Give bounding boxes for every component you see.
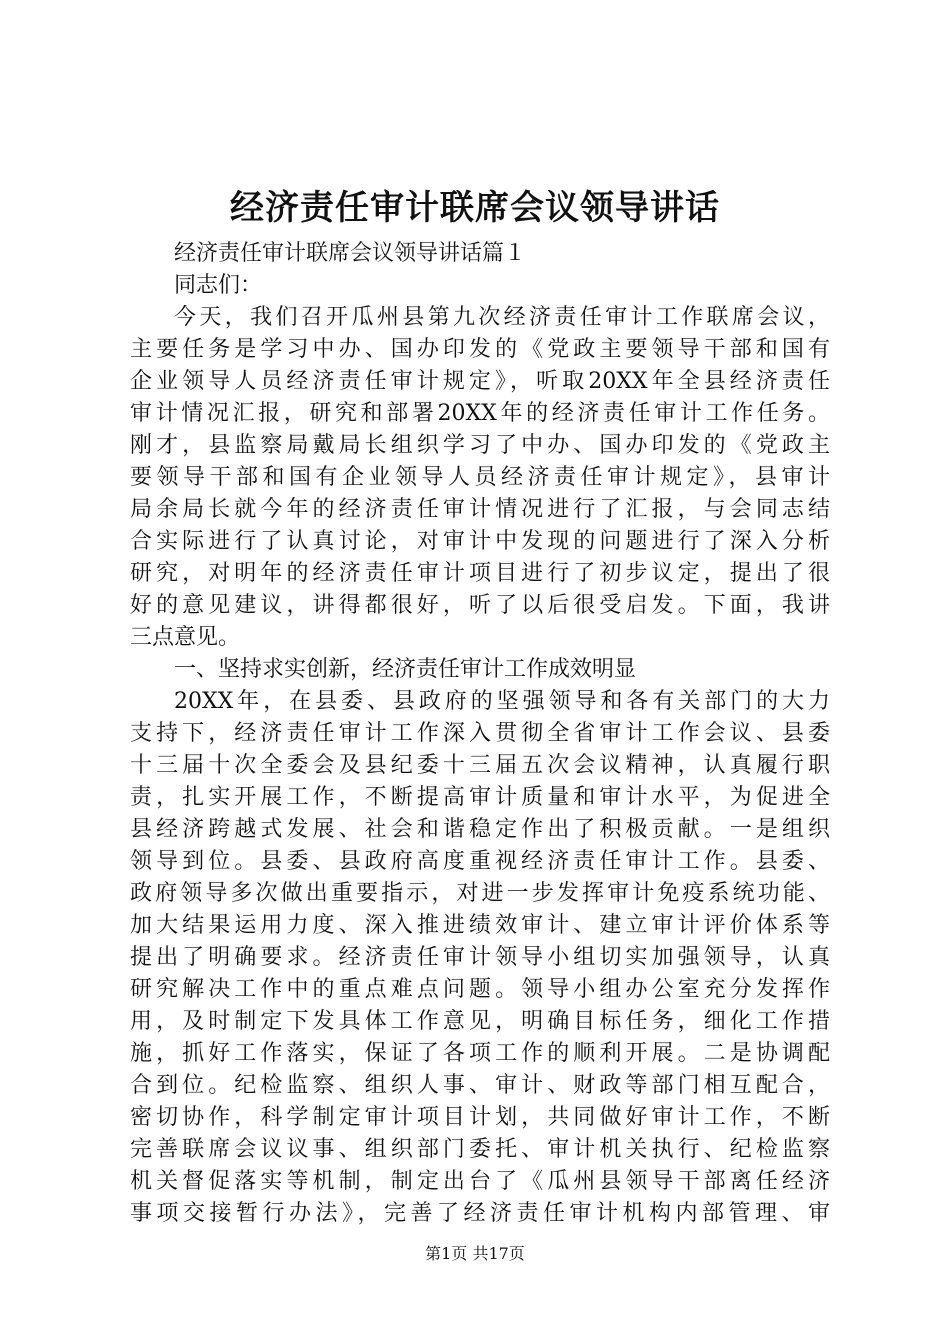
text-line: 企业领导人员经济责任审计规定》，听取20XX年全县经济责任	[130, 369, 830, 394]
text-line: 经济责任审计联席会议领导讲话篇１	[174, 241, 527, 266]
text-line: 今天，我们召开瓜州县第九次经济责任审计工作联席会议，	[174, 305, 830, 330]
text-line: 领导到位。县委、县政府高度重视经济责任审计工作。县委、	[130, 849, 830, 874]
text-line: 研究解决工作中的重点难点问题。领导小组办公室充分发挥作	[130, 977, 830, 1002]
text-line: 一、坚持求实创新，经济责任审计工作成效明显	[174, 657, 637, 682]
text-line: 密切协作，科学制定审计项目计划，共同做好审计工作，不断	[130, 1105, 830, 1130]
text-line: 政府领导多次做出重要指示，对进一步发挥审计免疫系统功能、	[130, 881, 830, 906]
text-line: 同志们：	[174, 273, 263, 298]
text-line: 责，扎实开展工作，不断提高审计质量和审计水平，为促进全	[130, 785, 830, 810]
text-line: 20XX年，在县委、县政府的坚强领导和各有关部门的大力	[174, 689, 830, 714]
text-line: 审计情况汇报，研究和部署20XX年的经济责任审计工作任务。	[130, 401, 830, 426]
page-footer: 第1页 共17页	[425, 1244, 525, 1263]
text-line: 完善联席会议议事、组织部门委托、审计机关执行、纪检监察	[130, 1137, 830, 1162]
text-line: 合到位。纪检监察、组织人事、审计、财政等部门相互配合，	[130, 1073, 830, 1098]
text-line: 刚才，县监察局戴局长组织学习了中办、国办印发的《党政主	[130, 433, 830, 458]
text-line: 支持下，经济责任审计工作深入贯彻全省审计工作会议、县委	[130, 721, 830, 746]
document-title: 经济责任审计联席会议领导讲话	[230, 188, 720, 228]
text-line: 局余局长就今年的经济责任审计情况进行了汇报，与会同志结	[130, 497, 830, 522]
text-line: 加大结果运用力度、深入推进绩效审计、建立审计评价体系等	[130, 913, 830, 938]
text-line: 好的意见建议，讲得都很好，听了以后很受启发。下面，我讲	[130, 593, 830, 618]
text-line: 主要任务是学习中办、国办印发的《党政主要领导干部和国有	[130, 337, 830, 362]
text-line: 三点意见。	[130, 625, 241, 650]
text-line: 提出了明确要求。经济责任审计领导小组切实加强领导，认真	[130, 945, 830, 970]
text-line: 要领导干部和国有企业领导人员经济责任审计规定》，县审计	[130, 465, 830, 490]
document-body	[130, 238, 830, 1230]
text-line: 十三届十次全委会及县纪委十三届五次会议精神，认真履行职	[130, 753, 830, 778]
text-line: 用，及时制定下发具体工作意见，明确目标任务，细化工作措	[130, 1009, 830, 1034]
text-line: 县经济跨越式发展、社会和谐稳定作出了积极贡献。一是组织	[130, 817, 830, 842]
text-line: 研究，对明年的经济责任审计项目进行了初步议定，提出了很	[130, 561, 830, 586]
text-line: 机关督促落实等机制，制定出台了《瓜州县领导干部离任经济	[130, 1169, 830, 1194]
text-line: 事项交接暂行办法》，完善了经济责任审计机构内部管理、审	[130, 1201, 830, 1226]
text-line: 合实际进行了认真讨论，对审计中发现的问题进行了深入分析	[130, 529, 830, 554]
text-line: 施，抓好工作落实，保证了各项工作的顺利开展。二是协调配	[130, 1041, 830, 1066]
